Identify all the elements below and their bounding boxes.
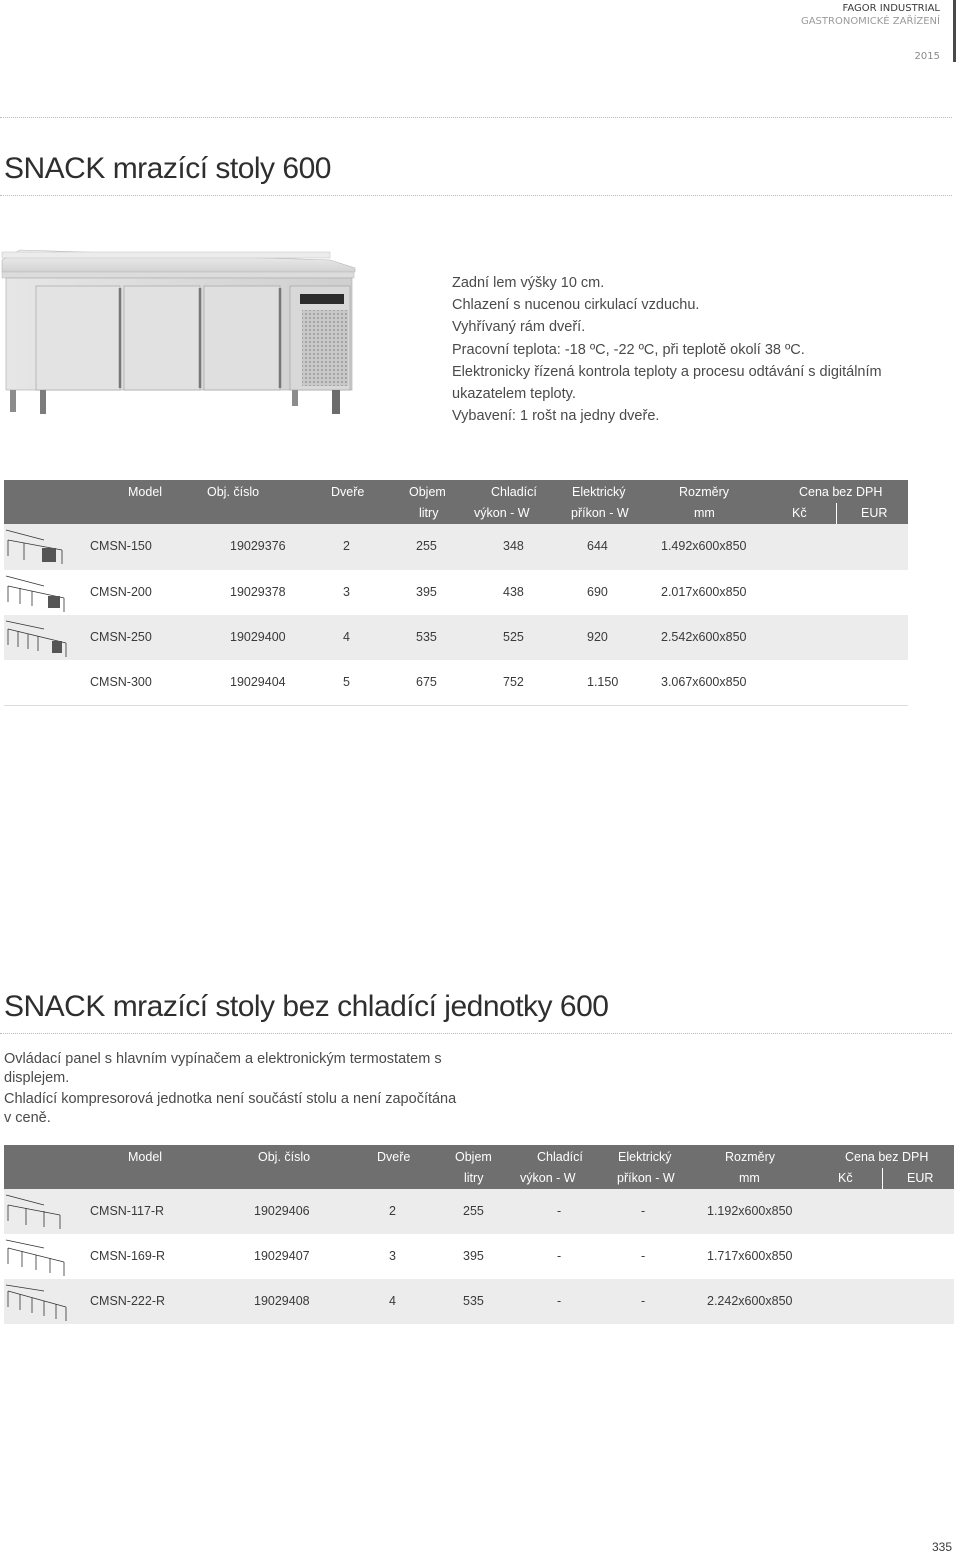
cell-dvere: 4	[389, 1294, 396, 1308]
col-elektricky-unit: příkon - W	[571, 506, 629, 520]
table-header	[4, 1145, 954, 1189]
feature-item: Vybavení: 1 rošt na jedny dveře.	[452, 408, 660, 425]
header-divider-line	[836, 503, 837, 524]
col-cena-eur: EUR	[907, 1171, 934, 1185]
cell-elektricky: 690	[587, 585, 608, 599]
cell-elektricky: -	[641, 1204, 646, 1218]
col-rozmery-unit: mm	[739, 1171, 760, 1185]
cell-obj: 19029376	[230, 539, 286, 553]
feature-item: Vyhřívaný rám dveří.	[452, 319, 586, 336]
cell-objem: 395	[463, 1249, 484, 1263]
product-thumbnail	[4, 526, 68, 568]
cell-dvere: 2	[389, 1204, 396, 1218]
cell-elektricky: 644	[587, 539, 608, 553]
brand-block	[801, 2, 940, 28]
cell-model: CMSN-300	[90, 675, 152, 689]
cell-dvere: 2	[343, 539, 350, 553]
section2-description	[4, 1050, 464, 1130]
brand-subtitle: GASTRONOMICKÉ ZAŘÍZENÍ	[800, 16, 940, 27]
cell-rozmery: 2.542x600x850	[661, 630, 747, 644]
cell-obj: 19029407	[254, 1249, 310, 1263]
cell-model: CMSN-150	[90, 539, 152, 553]
cell-objem: 255	[416, 539, 437, 553]
col-elektricky-unit: příkon - W	[617, 1171, 675, 1185]
table-row	[4, 1279, 954, 1324]
col-rozmery-unit: mm	[694, 506, 715, 520]
table-row	[4, 1189, 954, 1234]
cell-obj: 19029408	[254, 1294, 310, 1308]
cell-rozmery: 2.242x600x850	[707, 1294, 793, 1308]
col-objem: Objem	[455, 1150, 492, 1164]
cell-obj: 19029404	[230, 675, 286, 689]
cell-elektricky: -	[641, 1294, 646, 1308]
col-objem-unit: litry	[464, 1171, 484, 1185]
header-divider	[0, 117, 952, 118]
cell-chladici: 752	[503, 675, 524, 689]
cell-model: CMSN-250	[90, 630, 152, 644]
col-chladici: Chladící	[537, 1150, 583, 1164]
product-thumbnail	[4, 1191, 68, 1233]
brand-bar	[953, 0, 956, 62]
section1-title: SNACK mrazící stoly 600	[4, 152, 331, 185]
feature-item: ukazatelem teploty.	[452, 386, 576, 403]
cell-dvere: 4	[343, 630, 350, 644]
section2-title: SNACK mrazící stoly bez chladící jednotky 600	[4, 990, 609, 1023]
section1-table	[4, 480, 908, 706]
col-cena-kc: Kč	[792, 506, 807, 520]
cell-rozmery: 2.017x600x850	[661, 585, 747, 599]
table-row	[4, 570, 908, 615]
cell-dvere: 5	[343, 675, 350, 689]
product-thumbnail	[4, 1281, 68, 1323]
cell-obj: 19029406	[254, 1204, 310, 1218]
cell-model: CMSN-169-R	[90, 1249, 166, 1263]
cell-objem: 255	[463, 1204, 484, 1218]
col-rozmery: Rozměry	[679, 485, 730, 499]
cell-elektricky: 920	[587, 630, 608, 644]
cell-model: CMSN-200	[90, 585, 152, 599]
table-row	[4, 615, 908, 660]
col-dvere: Dveře	[377, 1150, 411, 1164]
col-cena: Cena bez DPH	[799, 485, 883, 499]
brand-name: FAGOR INDUSTRIAL	[842, 3, 940, 14]
col-obj: Obj. číslo	[207, 485, 260, 499]
col-cena: Cena bez DPH	[845, 1150, 929, 1164]
description-paragraph: Ovládací panel s hlavním vypínačem a elektronickým termostatem s displejem.	[4, 1051, 442, 1086]
feature-item: Pracovní teplota: -18 ºC, -22 ºC, při teplotě okolí 38 ºC.	[452, 341, 805, 358]
cell-chladici: 525	[503, 630, 524, 644]
table-header	[4, 480, 908, 524]
feature-item: Chlazení s nucenou cirkulací vzduchu.	[452, 297, 700, 314]
cell-elektricky: 1.150	[587, 675, 619, 689]
cell-elektricky: -	[641, 1249, 646, 1263]
cell-model: CMSN-117-R	[90, 1204, 165, 1218]
cell-chladici: 438	[503, 585, 524, 599]
section2-title-divider	[0, 1033, 952, 1034]
cell-dvere: 3	[343, 585, 350, 599]
cell-rozmery: 3.067x600x850	[661, 675, 747, 689]
cell-model: CMSN-222-R	[90, 1294, 166, 1308]
description-paragraph: Chladící kompresorová jednotka není součástí stolu a není započítána v ceně.	[4, 1091, 457, 1126]
cell-chladici: -	[557, 1294, 562, 1308]
table-row	[4, 1234, 954, 1279]
catalog-year: 2015	[914, 51, 940, 62]
product-thumbnail	[4, 617, 68, 659]
cell-obj: 19029400	[230, 630, 286, 644]
col-cena-kc: Kč	[838, 1171, 853, 1185]
cell-chladici: -	[557, 1204, 562, 1218]
col-obj: Obj. číslo	[258, 1150, 311, 1164]
col-chladici-unit: výkon - W	[520, 1171, 576, 1185]
col-elektricky: Elektrický	[572, 485, 626, 499]
cell-rozmery: 1.717x600x850	[707, 1249, 793, 1263]
col-elektricky: Elektrický	[618, 1150, 672, 1164]
product-thumbnail	[4, 1236, 68, 1278]
section1-features	[452, 272, 882, 427]
cell-chladici: 348	[503, 539, 524, 553]
product-photo	[0, 248, 360, 418]
cell-rozmery: 1.492x600x850	[661, 539, 747, 553]
header-divider-line	[882, 1168, 883, 1189]
cell-dvere: 3	[389, 1249, 396, 1263]
cell-rozmery: 1.192x600x850	[707, 1204, 793, 1218]
section1-title-divider	[0, 195, 952, 196]
table-row	[4, 524, 908, 570]
col-cena-eur: EUR	[861, 506, 888, 520]
col-objem-unit: litry	[419, 506, 439, 520]
cell-objem: 535	[463, 1294, 484, 1308]
feature-item: Zadní lem výšky 10 cm.	[452, 275, 605, 291]
col-chladici: Chladící	[491, 485, 537, 499]
col-model: Model	[128, 485, 163, 499]
section2-table	[4, 1145, 954, 1324]
page-number: 335	[931, 1540, 952, 1554]
feature-item: Elektronicky řízená kontrola teploty a procesu odtávání s digitálním	[452, 363, 882, 380]
product-thumbnail	[4, 572, 68, 614]
col-rozmery: Rozměry	[725, 1150, 776, 1164]
cell-objem: 535	[416, 630, 437, 644]
cell-chladici: -	[557, 1249, 562, 1263]
col-model: Model	[128, 1150, 163, 1164]
cell-obj: 19029378	[230, 585, 286, 599]
table-row	[4, 660, 908, 706]
cell-objem: 395	[416, 585, 437, 599]
cell-objem: 675	[416, 675, 437, 689]
col-chladici-unit: výkon - W	[474, 506, 530, 520]
col-objem: Objem	[409, 485, 446, 499]
col-dvere: Dveře	[331, 485, 365, 499]
